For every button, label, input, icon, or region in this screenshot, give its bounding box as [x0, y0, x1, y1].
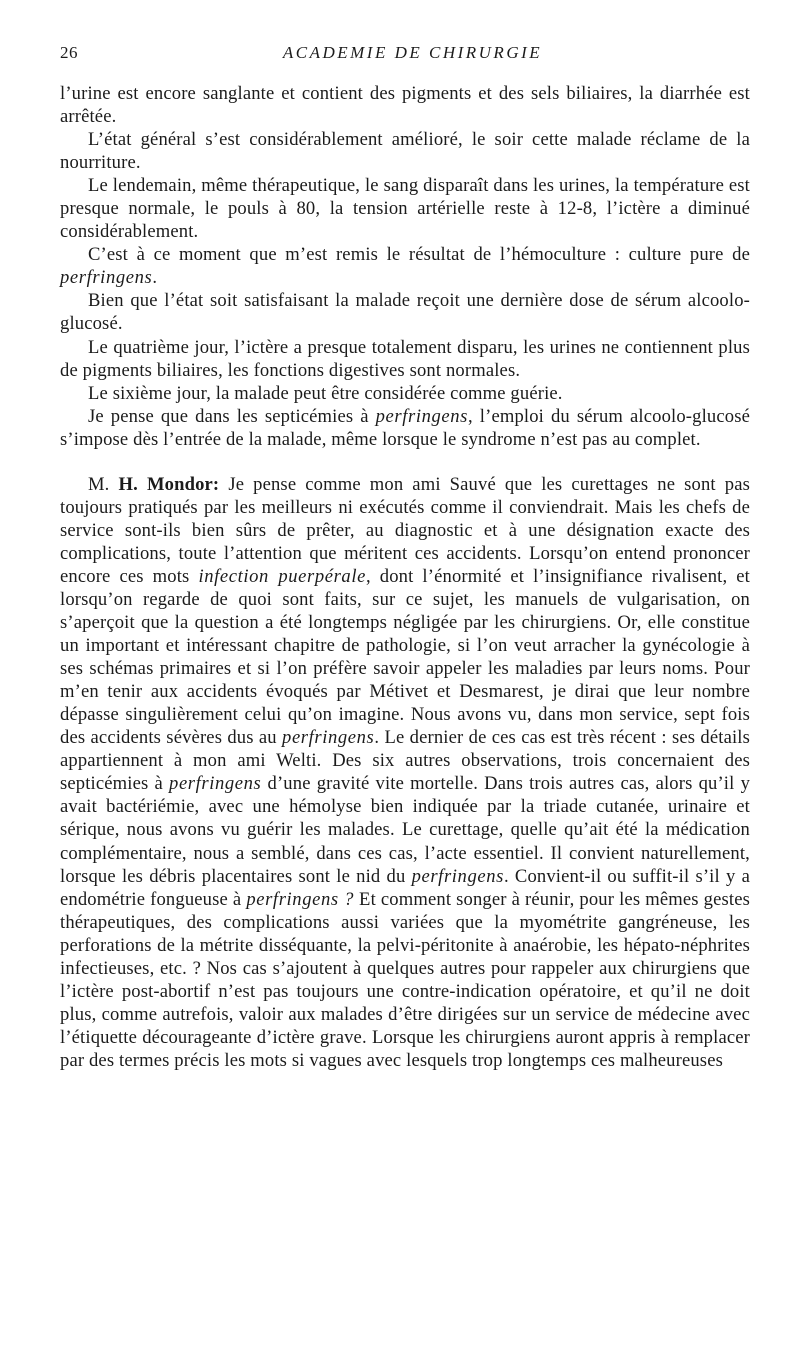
text-run: L’état général s’est considérablement amélioré, le soir cette malade réclame de la nourriture. [60, 129, 750, 174]
paragraph [60, 243, 750, 289]
text-run: Bien que l’état soit satisfaisant la malade reçoit une dernière dose de sérum alcoolo-glucosé. [60, 290, 750, 335]
text-run: . Convient-il ou suffit-il s’il y a endométrie fongueuse à [60, 865, 750, 910]
text-run: Le lendemain, même thérapeutique, le sang disparaît dans les urines, la température est presque normale, le pouls à 80, la tension artérielle reste à 12-8, l’ictère a diminué considérablement. [60, 175, 750, 243]
text-run: Je pense comme mon ami Sauvé que les curettages ne sont pas toujours pratiqués par les meilleurs ni exécutés comme il conviendrait. Mais les chefs de service sont-ils bien sûrs de prêter, au diagnostic et à une désignation exacte des complications, toute l’attention que méritent ces accidents. Lorsqu’on entend prononcer encore ces mots [60, 473, 750, 587]
italic-term: perfringens [60, 267, 153, 289]
text-run: Le quatrième jour, l’ictère a presque totalement disparu, les urines ne contiennent plus de pigments biliaires, les fonctions digestives sont normales. [60, 336, 750, 381]
body-text [60, 82, 750, 1072]
text-run: Je pense que dans les septicémies à [88, 405, 376, 427]
paragraph-mondor [60, 473, 750, 1072]
paragraph [60, 289, 750, 335]
italic-term: perfringens [169, 773, 262, 795]
speaker-name: H. Mondor: [118, 473, 220, 495]
paragraph [60, 336, 750, 382]
text-run: Et comment songer à réunir, pour les mêmes gestes thérapeutiques, des complications aussi variées que la myométrite gangréneuse, les perforations de la métrite disséquante, la pelvi-péritonite à anaérobie, les hépato-néphrites infectieuses, etc. ? Nos cas s’ajoutent à quelques autres pour rappeler aux chirurgiens que l’ictère post-abortif n’est pas toujours une contre-indication opératoire, et qu’il ne doit plus, comme autrefois, valoir aux malades d’être dirigées sur un service de médecine avec l’étiquette décourageante d’ictère grave. Lorsque les chirurgiens auront appris à remplacer par des termes précis les mots si vagues avec lesquels trop longtemps ces malheureuses [60, 888, 750, 1071]
page-number: 26 [60, 43, 78, 62]
paragraph [60, 174, 750, 243]
paragraph [60, 382, 750, 405]
paragraph [60, 405, 750, 451]
text-run: , dont l’énormité et l’insignifiance rivalisent, et lorsqu’on regarde de quoi sont faits, sur ce sujet, les manuels de vulgarisation, on s’aperçoit que la question a été longtemps négligée par les chirurgiens. Or, elle constitue un important et intéressant chapitre de pathologie, si l’on veut arracher la gynécologie à ses schémas primaires et si l’on préfère savoir appeler les maladies par leurs noms. Pour m’en tenir aux accidents évoqués par Métivet et Desmarest, je dirai que leur nombre dépasse singulièrement celui qu’on imagine. Nous avons vu, dans mon service, sept fois des accidents sévères dus au [60, 565, 750, 749]
paragraph-continuation [60, 82, 750, 128]
text-run: Le sixième jour, la malade peut être considérée comme guérie. [88, 382, 563, 404]
speaker-prefix: M. [88, 473, 119, 495]
running-title: ACADEMIE DE CHIRURGIE [282, 43, 543, 62]
text-run: . Le dernier de ces cas est très récent : ses détails appartiennent à mon ami Welti. Des six autres observations, trois concernaient des septicémies à [60, 727, 750, 795]
text-run: d’une gravité vite mortelle. Dans trois autres cas, alors qu’il y avait bactériémie, avec une hémolyse bien indiquée par la triade cutanée, urinaire et sérique, nous avons vu guérir les malades. Le curettage, quelle qu’ait été la médication complémentaire, nous a semblé, dans ces cas, l’acte essentiel. Il convient naturellement, lorsque les débris placentaires sont le nid du [60, 773, 751, 887]
italic-term: infection puerpérale [198, 565, 366, 587]
text-run: , l’emploi du sérum alcoolo-glucosé s’impose dès l’entrée de la malade, même lorsque le syndrome n’est pas au complet. [60, 405, 750, 450]
text-run: . [152, 267, 158, 289]
page-header [60, 43, 745, 71]
italic-term: perfringens [282, 727, 375, 749]
italic-term: perfringens [375, 405, 468, 427]
italic-term: perfringens ? [246, 888, 355, 910]
text-run: l’urine est encore sanglante et contient des pigments et des sels biliaires, la diarrhée est arrêtée. [60, 83, 750, 128]
text-run: C’est à ce moment que m’est remis le résultat de l’hémoculture : culture pure de [88, 244, 750, 266]
paragraph [60, 128, 750, 174]
italic-term: perfringens [411, 865, 504, 887]
